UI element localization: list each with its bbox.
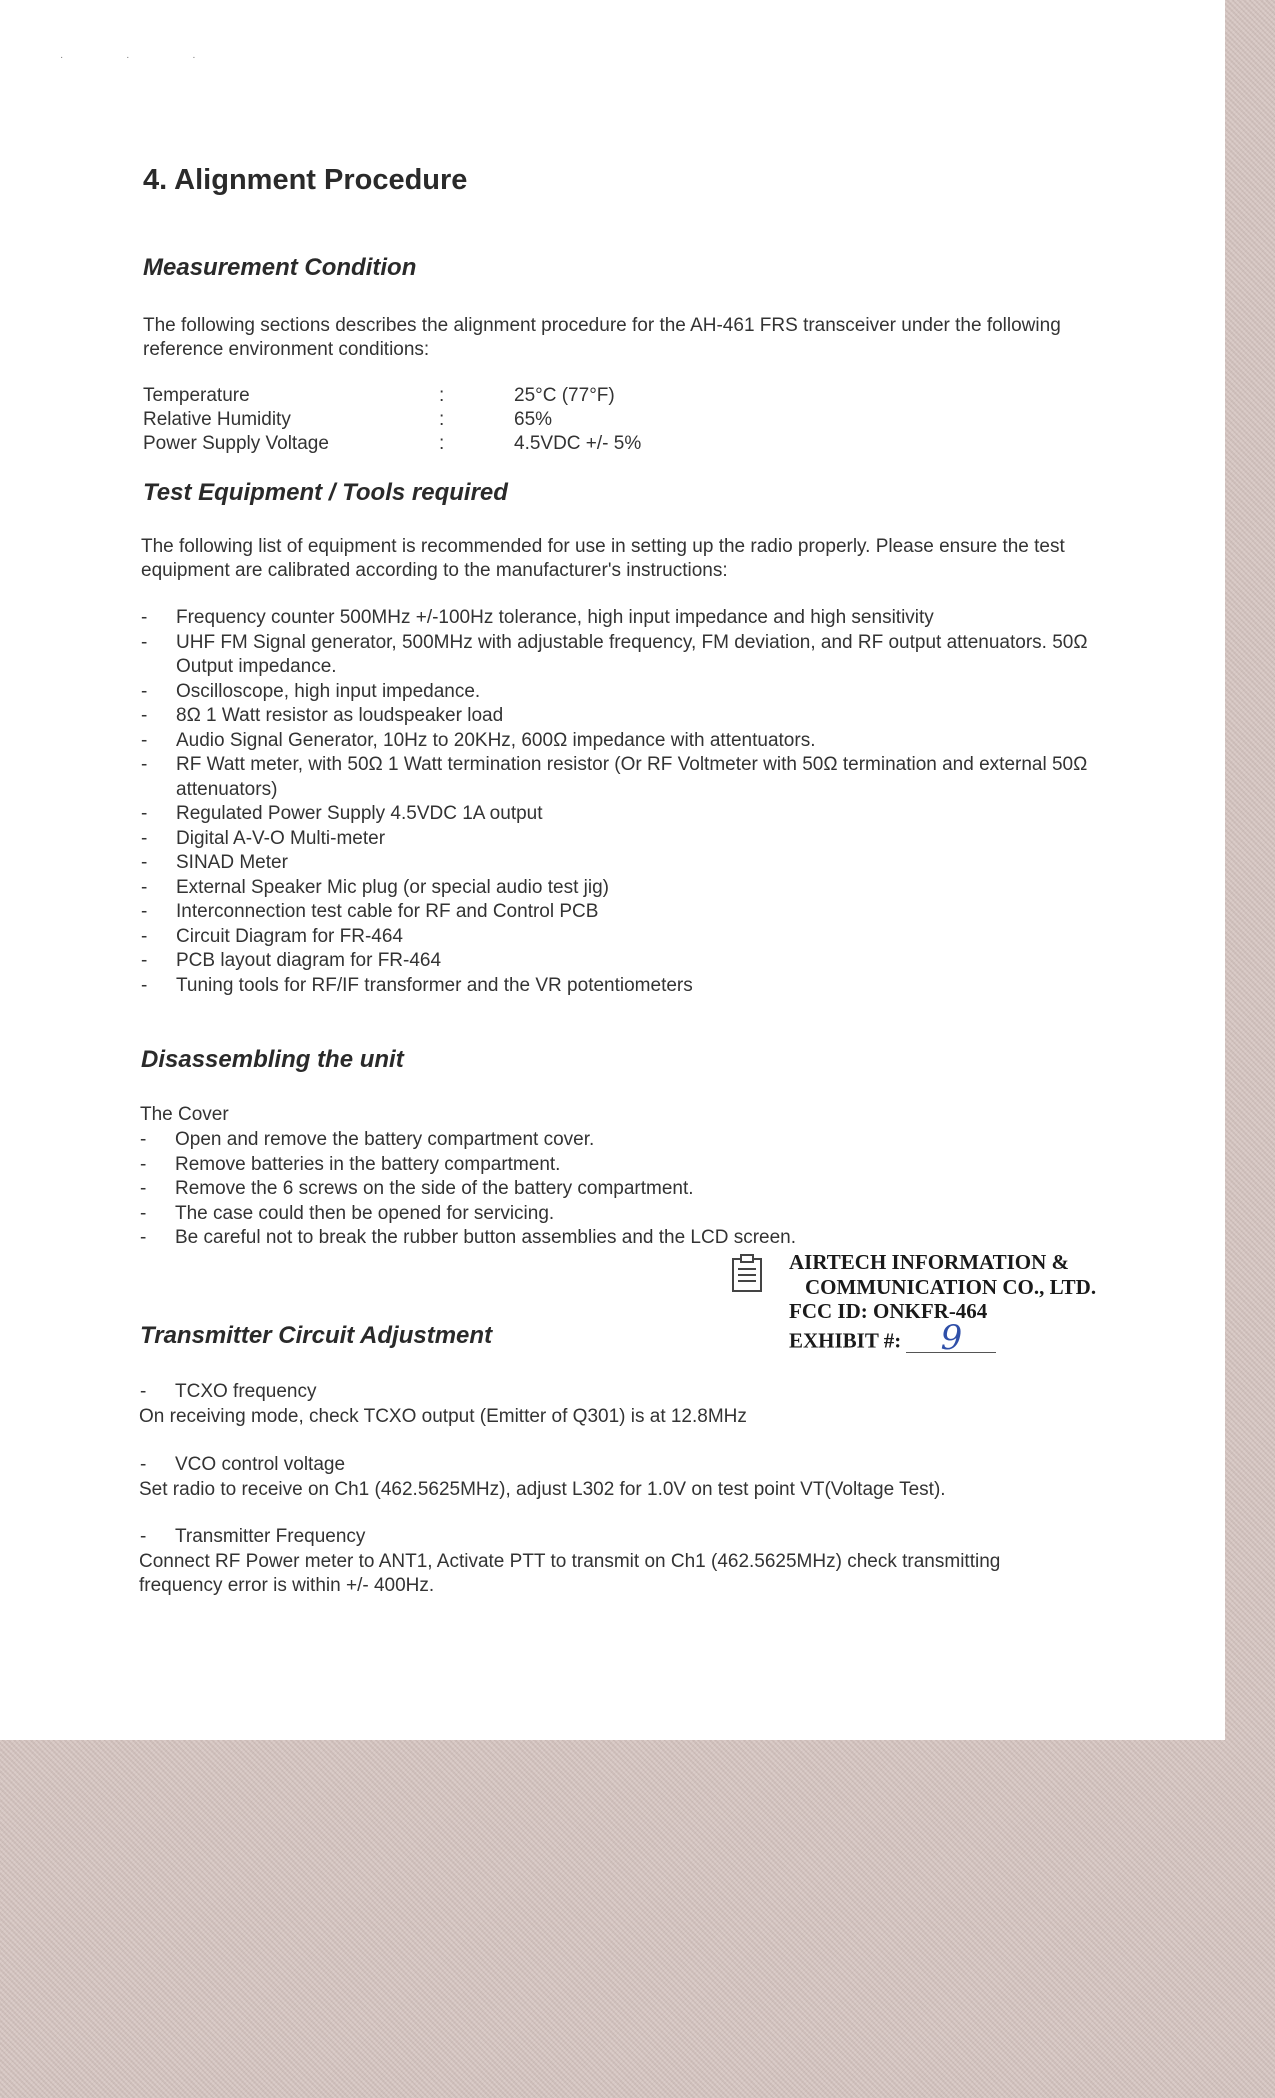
disassembly-list	[140, 1128, 900, 1251]
equipment-list	[141, 606, 1096, 998]
scan-specks: · · ·	[60, 52, 226, 63]
condition-value: 65%	[514, 409, 553, 430]
disassembly-subheading: The Cover	[140, 1104, 229, 1125]
step-label: TCXO frequency	[175, 1381, 317, 1402]
list-item: - Digital A-V-O Multi-meter	[141, 827, 1096, 852]
list-item: - PCB layout diagram for FR-464	[141, 949, 1096, 974]
condition-separator: :	[439, 433, 445, 454]
list-item: - UHF FM Signal generator, 500MHz with adjustable frequency, FM deviation, and RF output attenuators. 50Ω Output impedance.	[141, 631, 1096, 680]
list-item: - Regulated Power Supply 4.5VDC 1A output	[141, 802, 1096, 827]
condition-value: 4.5VDC +/- 5%	[514, 433, 642, 454]
heading-disassembling: Disassembling the unit	[141, 1046, 404, 1073]
step-dash: -	[140, 1526, 147, 1547]
step-text: On receiving mode, check TCXO output (Emitter of Q301) is at 12.8MHz	[139, 1406, 747, 1427]
stamp-exhibit-label: EXHIBIT #:	[789, 1328, 902, 1352]
stamp-fcc-id: FCC ID: ONKFR-464	[789, 1299, 988, 1323]
list-item: - RF Watt meter, with 50Ω 1 Watt termination resistor (Or RF Voltmeter with 50Ω termination and external 50Ω attenuators)	[141, 753, 1096, 802]
step-text: Set radio to receive on Ch1 (462.5625MHz), adjust L302 for 1.0V on test point VT(Voltage Test).	[139, 1479, 946, 1500]
list-item: - Frequency counter 500MHz +/-100Hz tolerance, high input impedance and high sensitivity	[141, 606, 1096, 631]
list-item: - Circuit Diagram for FR-464	[141, 925, 1096, 950]
company-stamp	[789, 1250, 1149, 1358]
stamp-company-line1: AIRTECH INFORMATION &	[789, 1250, 1070, 1274]
condition-value: 25°C (77°F)	[514, 385, 615, 406]
list-item: - Interconnection test cable for RF and Control PCB	[141, 900, 1096, 925]
list-item: - Remove batteries in the battery compartment.	[140, 1153, 900, 1178]
condition-label: Relative Humidity	[143, 409, 291, 430]
list-item: - 8Ω 1 Watt resistor as loudspeaker load	[141, 704, 1096, 729]
step-dash: -	[140, 1454, 147, 1475]
list-item: - External Speaker Mic plug (or special audio test jig)	[141, 876, 1096, 901]
page-title: 4. Alignment Procedure	[143, 164, 468, 196]
list-item: - Open and remove the battery compartment cover.	[140, 1128, 900, 1153]
list-item: - SINAD Meter	[141, 851, 1096, 876]
equipment-intro: The following list of equipment is recommended for use in setting up the radio properly. Please ensure the test equipment are calibrated according to the manufacturer's instructions:	[141, 536, 1065, 581]
condition-label: Temperature	[143, 385, 250, 406]
condition-separator: :	[439, 385, 445, 406]
step-dash: -	[140, 1381, 147, 1402]
stamp-exhibit-number: 9	[906, 1324, 996, 1353]
list-item: - Remove the 6 screws on the side of the battery compartment.	[140, 1177, 900, 1202]
heading-test-equipment: Test Equipment / Tools required	[143, 479, 508, 506]
measurement-intro: The following sections describes the alignment procedure for the AH-461 FRS transceiver under the following reference environment conditions:	[143, 315, 1061, 360]
list-item: - The case could then be opened for servicing.	[140, 1202, 900, 1227]
step-text: Connect RF Power meter to ANT1, Activate PTT to transmit on Ch1 (462.5625MHz) check transmitting frequency error is within +/- 400Hz.	[139, 1551, 1001, 1596]
list-item: - Audio Signal Generator, 10Hz to 20KHz, 600Ω impedance with attentuators.	[141, 729, 1096, 754]
step-label: Transmitter Frequency	[175, 1526, 366, 1547]
stamp-exhibit-row	[789, 1317, 1149, 1358]
stamp-company-line2: COMMUNICATION CO., LTD.	[805, 1274, 1097, 1299]
condition-separator: :	[439, 409, 445, 430]
clipboard-icon	[730, 1253, 766, 1293]
condition-label: Power Supply Voltage	[143, 433, 329, 454]
heading-measurement-condition: Measurement Condition	[143, 254, 417, 281]
list-item: - Tuning tools for RF/IF transformer and the VR potentiometers	[141, 974, 1096, 999]
list-item: - Oscilloscope, high input impedance.	[141, 680, 1096, 705]
step-label: VCO control voltage	[175, 1454, 346, 1475]
list-item: - Be careful not to break the rubber button assemblies and the LCD screen.	[140, 1226, 900, 1251]
heading-transmitter-adjustment: Transmitter Circuit Adjustment	[140, 1322, 493, 1349]
